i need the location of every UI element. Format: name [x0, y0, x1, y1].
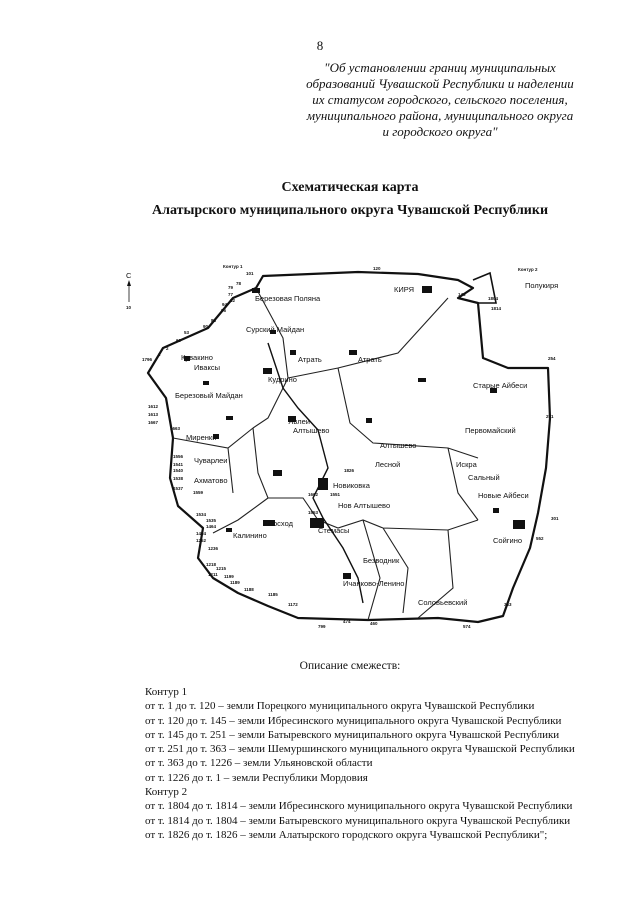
point-label: 1559: [193, 490, 204, 495]
point-label: 1541: [173, 462, 184, 467]
place-label: Миренки: [186, 433, 217, 442]
adjacency-line: от т. 120 до т. 145 – земли Ибресинского муниципального округа Чувашской Республики: [145, 714, 562, 727]
point-label: 301: [551, 516, 559, 521]
adjacency-line: от т. 1226 до т. 1 – земли Республики Мордовия: [145, 771, 368, 784]
title-line: Алатырского муниципального округа Чувашской Республики: [151, 203, 549, 218]
point-label: 1804: [488, 296, 499, 301]
point-label: 1612: [148, 404, 159, 409]
point-label: 251: [546, 414, 554, 419]
adjacency-line: от т. 145 до т. 251 – земли Батыревского муниципального округа Чувашской Республики: [145, 728, 560, 741]
place-label: Алтышево: [380, 441, 417, 450]
adjacency-caption: Описание смежеств:: [299, 660, 401, 672]
adjacency-line: Контур 2: [145, 786, 188, 799]
point-label: 1551: [330, 492, 341, 497]
schematic-map: [118, 258, 568, 638]
place-label: Соловьевский: [418, 598, 468, 607]
point-label: 1218: [206, 562, 217, 567]
point-label: 53: [184, 330, 190, 335]
place-label: КИРЯ: [394, 285, 415, 294]
point-label: 1236: [208, 546, 219, 551]
point-label: 145: [458, 292, 466, 297]
place-label: Лесной: [375, 460, 401, 469]
point-label: 1188: [244, 587, 254, 592]
point-label: 1662: [308, 492, 319, 497]
point-label: 1814: [491, 306, 502, 311]
adjacency-line: от т. 1814 до т. 1804 – земли Батыревского муниципального округа Чувашской Республики: [145, 814, 571, 827]
point-label: 1199: [224, 574, 234, 579]
point-label: 79: [228, 285, 234, 290]
place-label: Березовая Поляна: [255, 294, 321, 303]
point-label: 1252: [196, 538, 207, 543]
adjacency-line: от т. 1804 до т. 1814 – земли Ибресинского муниципального округа Чувашской Республики: [145, 800, 573, 813]
place-label: Явлеи: [288, 417, 310, 426]
point-label: 82: [230, 298, 236, 303]
place-label: Ахматово: [194, 476, 228, 485]
place-label: Старые Айбеси: [473, 381, 528, 390]
place-label: Березовый Майдан: [175, 391, 243, 400]
adjacency-line: от т. 251 до т. 363 – земли Шемуршинского муниципального округа Чувашской Республики: [145, 743, 575, 756]
point-label: 88: [211, 318, 217, 323]
compass-scale-label: 10: [126, 305, 132, 310]
page-number: 8: [316, 38, 324, 53]
adjacency-list: [145, 685, 595, 842]
point-label: 1185: [268, 592, 278, 597]
place-label: Искра: [456, 460, 477, 469]
point-label: 90: [203, 324, 209, 329]
point-label: 101: [246, 271, 254, 276]
place-label: Сурский Майдан: [246, 325, 305, 334]
map-canvas: [118, 258, 568, 638]
point-label: 1613: [148, 412, 159, 417]
point-label: 1172: [288, 602, 298, 607]
place-label: Атрать: [298, 355, 322, 364]
contour-1-label: Контур 1: [223, 264, 243, 269]
point-label: 1: [158, 352, 161, 357]
place-label: Новиковка: [333, 481, 370, 490]
place-label: Полукиря: [525, 281, 559, 290]
point-label: 460: [370, 621, 378, 626]
point-label: 474: [343, 619, 351, 624]
point-label: 1796: [142, 357, 153, 362]
place-label: Новые Айбеси: [478, 491, 529, 500]
point-label: 1189: [230, 580, 240, 585]
point-label: 1534: [196, 512, 207, 517]
point-label: 78: [236, 281, 242, 286]
place-label: Восход: [268, 519, 293, 528]
point-label: 60: [176, 338, 182, 343]
reference-line: "Об установлении границ муниципальных: [324, 60, 556, 75]
point-label: 96: [221, 308, 227, 313]
point-label: 1538: [173, 476, 184, 481]
point-label: 552: [536, 536, 544, 541]
point-label: 1535: [206, 518, 217, 523]
place-label: Безводник: [363, 556, 400, 565]
place-label: Стемасы: [318, 526, 350, 535]
compass-north-label: С: [126, 271, 132, 280]
place-label: Первомайский: [465, 426, 516, 435]
place-label: Ичанково-Ленино: [343, 579, 405, 588]
document-reference: [290, 60, 590, 140]
place-label: Чуварлеи: [194, 456, 228, 465]
point-label: 363: [504, 602, 512, 607]
point-label: 2: [166, 346, 169, 351]
point-label: 574: [463, 624, 471, 629]
point-label: 1826: [344, 468, 355, 473]
adjacency-line: от т. 363 до т. 1226 – земли Ульяновской области: [145, 757, 373, 770]
point-label: 1667: [148, 420, 159, 425]
compass-icon: [126, 271, 132, 310]
place-label: Алтышево: [293, 426, 330, 435]
adjacency-line: от т. 1 до т. 120 – земли Порецкого муниципального округа Чувашской Республики: [145, 700, 535, 713]
place-label: Кувакино: [181, 353, 213, 362]
point-label: 254: [548, 356, 556, 361]
reference-line: образований Чувашской Республики и наделении: [306, 76, 574, 91]
place-label: Иваксы: [194, 363, 220, 372]
place-label: Сойгино: [493, 536, 523, 545]
adjacency-line: Контур 1: [145, 686, 188, 698]
map-title: [0, 176, 640, 222]
point-label: 77: [228, 292, 234, 297]
title-line: Схематическая карта: [281, 180, 419, 195]
point-label: 1663: [170, 426, 181, 431]
reference-line: и городского округа": [382, 124, 498, 139]
point-label: 1556: [173, 454, 184, 459]
place-label: Сальный: [468, 473, 500, 482]
place-label: Атрать: [358, 355, 382, 364]
place-label: Нов Алтышево: [338, 501, 391, 510]
place-label: Калинино: [233, 531, 267, 540]
reference-line: муниципального района, муниципального округа: [306, 108, 574, 123]
point-label: 1537: [173, 486, 184, 491]
point-label: 94: [222, 302, 228, 307]
place-label: Кудрино: [268, 375, 297, 384]
point-label: 1215: [216, 566, 227, 571]
municipal-boundary: [148, 272, 550, 622]
contour-2-label: Контур 2: [518, 267, 538, 272]
point-label: 1454: [196, 531, 207, 536]
reference-line: их статусом городского, сельского поселения,: [312, 92, 568, 107]
point-label: 1211: [208, 572, 218, 577]
point-label: 1553: [308, 510, 319, 515]
adjacency-line: от т. 1826 до т. 1826 – земли Алатырского городского округа Чувашской Республики";: [145, 828, 548, 841]
point-label: 1540: [173, 468, 184, 473]
point-label: 1464: [206, 524, 217, 529]
point-label: 799: [318, 624, 326, 629]
point-label: 120: [373, 266, 381, 271]
